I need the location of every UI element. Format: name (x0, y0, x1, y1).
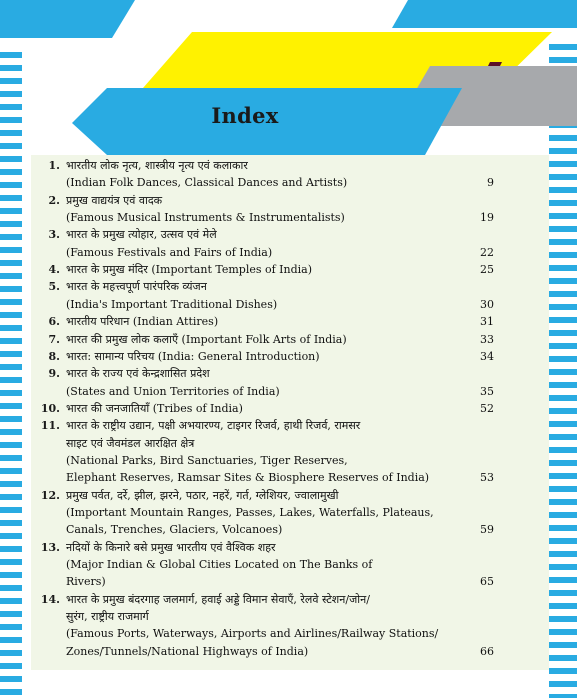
entry-title-line: साइट एवं जैवमंडल आरक्षित क्षेत्र (66, 436, 195, 450)
entry-title-line: भारत: सामान्य परिचय (India: General Introduction) (66, 349, 320, 363)
entry-number: 14. (40, 592, 60, 606)
entry-title-line: Elephant Reserves, Ramsar Sites & Biosphere Reserves of India) (66, 471, 430, 485)
entry-page-number: 33 (480, 332, 494, 346)
entry-number: 3. (48, 228, 60, 242)
entry-title-line: (Famous Festivals and Fairs of India) (66, 245, 273, 259)
index-entry[interactable] (31, 262, 549, 279)
index-entry[interactable] (31, 193, 549, 228)
entry-title-line: (States and Union Territories of India) (66, 384, 280, 398)
entry-number: 1. (48, 159, 60, 172)
entry-page-number: 31 (480, 315, 494, 329)
index-entry[interactable] (31, 279, 549, 314)
entry-page-number: 53 (480, 471, 494, 485)
top-right-blue-bar (392, 0, 577, 28)
entry-number: 10. (40, 401, 60, 415)
entry-title-line: भारत के राज्य एवं केन्द्रशासित प्रदेश (66, 367, 210, 381)
entry-title-line: सुरंग, राष्ट्रीय राजमार्ग (66, 610, 149, 624)
entry-number: 12. (40, 488, 60, 502)
entry-title-line: (Famous Ports, Waterways, Airports and Airlines/Railway Stations/ (66, 627, 439, 641)
entry-title-line: (Important Mountain Ranges, Passes, Lakes, Waterfalls, Plateaus, (66, 505, 434, 519)
entry-title-line: भारत की प्रमुख लोक कलाएँ (Important Folk Arts of India) (66, 332, 347, 346)
entry-title-line: नदियों के किनारे बसे प्रमुख भारतीय एवं वैश्विक शहर (66, 540, 276, 554)
entry-title-line: (India's Important Traditional Dishes) (66, 297, 278, 311)
top-left-blue-bar (0, 0, 135, 38)
entry-page-number: 30 (480, 297, 494, 311)
entry-number: 9. (48, 367, 60, 381)
entry-page-number: 22 (480, 245, 494, 259)
entry-number: 8. (48, 349, 60, 363)
entry-number: 4. (48, 263, 60, 277)
entry-title-line: Zones/Tunnels/National Highways of India) (66, 644, 309, 658)
entry-page-number: 25 (480, 263, 494, 277)
entry-page-number: 52 (480, 401, 494, 415)
index-entry[interactable] (31, 227, 549, 262)
entry-title-line: भारत के महत्त्वपूर्ण पारंपरिक व्यंजन (66, 280, 207, 294)
entry-page-number: 34 (480, 349, 494, 363)
page-title: Index (211, 103, 279, 128)
entry-title-line: (Major Indian & Global Cities Located on The Banks of (66, 558, 373, 572)
entry-number: 7. (48, 332, 60, 346)
entry-number: 5. (48, 280, 60, 294)
entry-title-line: Canals, Trenches, Glaciers, Volcanoes) (66, 523, 283, 537)
index-entry[interactable] (31, 349, 549, 366)
entry-title-line: प्रमुख पर्वत, दर्रे, झील, झरने, पठार, नहरें, गर्त, ग्लेशियर, ज्वालामुखी (66, 488, 339, 502)
entry-number: 2. (48, 193, 60, 207)
index-entry[interactable] (31, 488, 549, 540)
entry-page-number: 65 (480, 575, 494, 589)
index-entry[interactable] (31, 418, 549, 487)
entry-title-line: भारत के प्रमुख बंदरगाह जलमार्ग, हवाई अड्डे विमान सेवाएँ, रेलवे स्टेशन/जोन/ (66, 592, 370, 606)
entry-title-line: भारतीय परिधान (Indian Attires) (66, 315, 219, 329)
index-entry[interactable] (31, 314, 549, 331)
index-entry[interactable] (31, 540, 549, 592)
entry-title-line: भारतीय लोक नृत्य, शास्त्रीय नृत्य एवं कलाकार (66, 159, 248, 172)
entry-title-line: भारत के प्रमुख मंदिर (Important Temples of India) (66, 263, 313, 277)
entry-page-number: 35 (480, 384, 494, 398)
entry-title-line: (Famous Musical Instruments & Instrumentalists) (66, 211, 345, 225)
entry-number: 11. (40, 419, 60, 433)
entry-title-line: भारत के राष्ट्रीय उद्यान, पक्षी अभयारण्य, टाइगर रिजर्व, हाथी रिजर्व, रामसर (66, 419, 361, 433)
header-decoration (0, 0, 577, 160)
entry-page-number: 66 (480, 644, 494, 658)
entry-page-number: 59 (480, 523, 494, 537)
entry-title-line: भारत के प्रमुख त्योहार, उत्सव एवं मेले (66, 228, 217, 242)
entry-title-line: (National Parks, Bird Sanctuaries, Tiger Reserves, (66, 453, 348, 467)
entry-page-number: 19 (480, 211, 494, 225)
entry-title-line: Rivers) (66, 575, 106, 589)
entry-number: 13. (40, 540, 60, 554)
entry-title-line: भारत की जनजातियाँ (Tribes of India) (66, 401, 243, 415)
entry-number: 6. (48, 315, 60, 329)
entry-title-line: प्रमुख वाद्ययंत्र एवं वादक (66, 193, 163, 207)
index-panel (31, 155, 549, 670)
entry-page-number: 9 (487, 176, 494, 190)
index-entry[interactable] (31, 401, 549, 418)
index-entry[interactable] (31, 158, 549, 193)
entry-title-line: (Indian Folk Dances, Classical Dances and Artists) (66, 176, 348, 190)
index-entry[interactable] (31, 332, 549, 349)
index-entry[interactable] (31, 592, 549, 661)
index-entry[interactable] (31, 366, 549, 401)
